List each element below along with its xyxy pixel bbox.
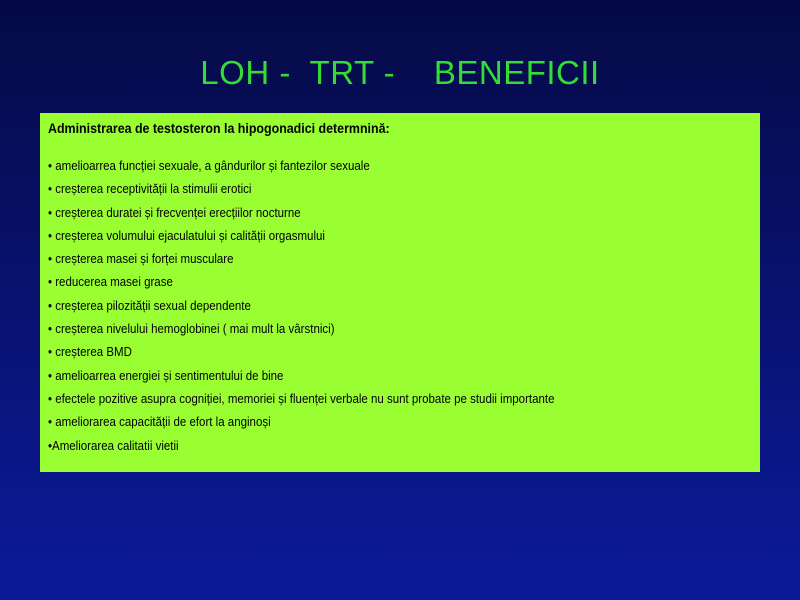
list-item: • creșterea masei și forței musculare xyxy=(48,252,234,267)
list-item: • creșterea receptivității la stimulii erotici xyxy=(48,182,252,197)
list-item: • efectele pozitive asupra cogniției, memoriei și fluenței verbale nu sunt probate pe studii importante xyxy=(48,391,555,406)
benefit-list xyxy=(48,155,752,458)
list-item: • amelioarrea energiei și sentimentului de bine xyxy=(48,368,284,383)
box-heading: Administrarea de testosteron la hipogonadici determnină: xyxy=(48,121,390,136)
content-box xyxy=(40,113,760,472)
list-item: •Ameliorarea calitatii vietii xyxy=(48,438,179,453)
list-item: • creșterea pilozității sexual dependente xyxy=(48,298,251,313)
list-item: • creșterea BMD xyxy=(48,345,132,360)
list-item: • creșterea volumului ejaculatului și calității orgasmului xyxy=(48,228,325,243)
slide-title: LOH - TRT - BENEFICII xyxy=(200,54,600,91)
list-item: • creșterea duratei și frecvenței erecțiilor nocturne xyxy=(48,205,301,220)
list-item: • creșterea nivelului hemoglobinei ( mai mult la vârstnici) xyxy=(48,322,335,337)
list-item: • amelioarrea funcției sexuale, a gândurilor și fantezilor sexuale xyxy=(48,159,370,173)
list-item: • reducerea masei grase xyxy=(48,275,173,290)
list-item: • ameliorarea capacității de efort la anginoși xyxy=(48,415,271,430)
